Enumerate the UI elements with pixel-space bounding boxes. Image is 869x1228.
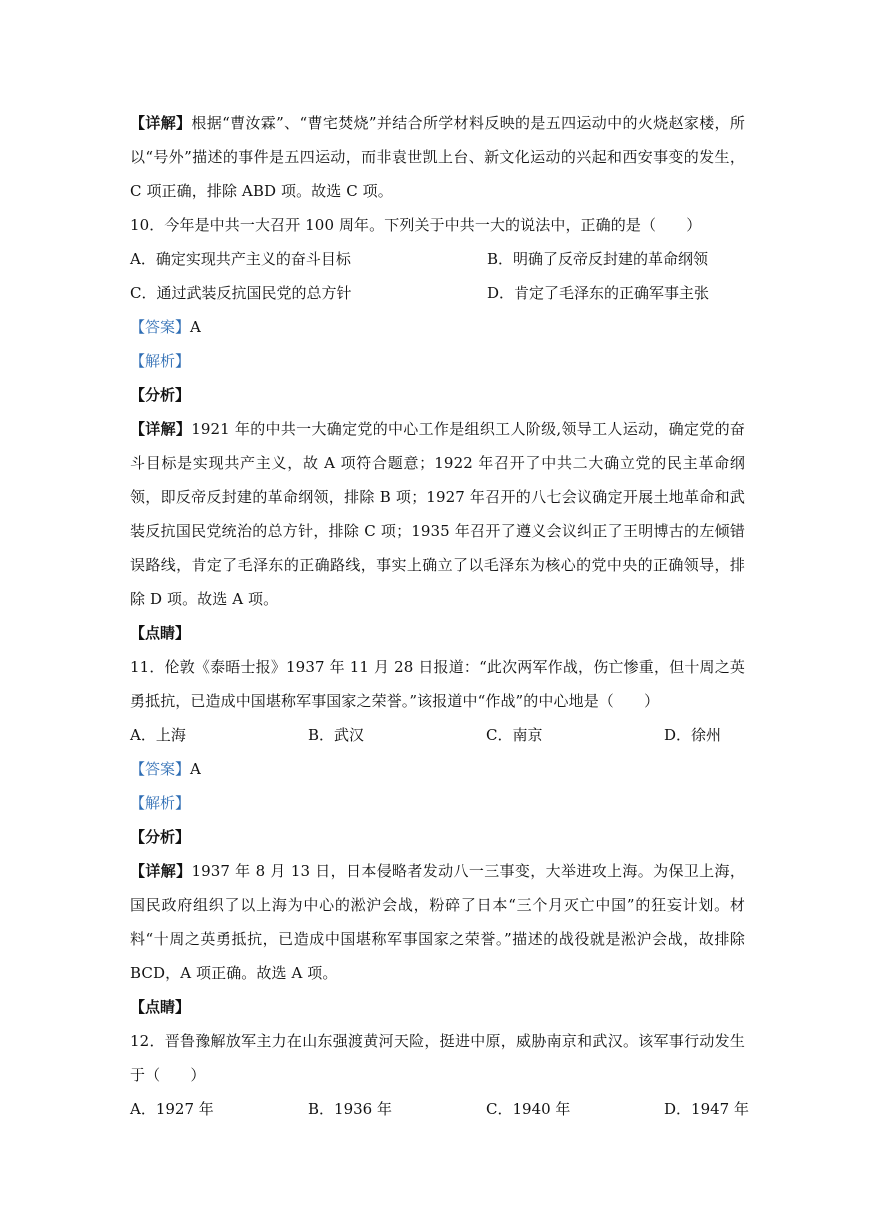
q11-detail xyxy=(130,854,745,990)
q11-option-a: A．上海 xyxy=(130,726,186,744)
q12-options-row xyxy=(130,1092,749,1126)
q10-stem: 10．今年是中共一大召开 100 周年。下列关于中共一大的说法中，正确的是（ ） xyxy=(130,216,702,234)
q11-option-c: C．南京 xyxy=(486,726,543,744)
answer-value: A xyxy=(190,318,201,336)
q12-option-a: A．1927 年 xyxy=(130,1100,214,1118)
answer-value: A xyxy=(190,760,201,778)
q10-option-a: A．确定实现共产主义的奋斗目标 xyxy=(130,250,351,268)
answer-tag: 【答案】 xyxy=(130,760,191,778)
answer-tag: 【答案】 xyxy=(130,318,191,336)
detail-text: 1921 年的中共一大确定党的中心工作是组织工人阶级,领导工人运动，确定党的奋斗目标是实现共产主义，故 A 项符合题意；1922 年召开了中共二大确立党的民主革命纲领，即反帝反封建的革命纲领，排除 B 项；1927 年召开的八七会议确定开展土地革命和武装反抗国民党统治的总方针，排除 C 项；1935 年召开了遵义会议纠正了王明博古的左倾错误路线，肯定了毛泽东的正确路线，事实上确立了以毛泽东为核心的党中央的正确领导，排除 D 项。故选 A 项。 xyxy=(130,420,745,608)
q10-answer xyxy=(130,310,745,344)
q11-options-row xyxy=(130,718,745,752)
q9-detail xyxy=(130,106,745,208)
document-page xyxy=(130,106,749,1126)
q10-options-row-2 xyxy=(130,276,745,310)
q11-option-d: D．徐州 xyxy=(664,726,722,744)
q10-options-row-1 xyxy=(130,242,745,276)
q12-option-c: C．1940 年 xyxy=(486,1100,571,1118)
q11-fenxi-tag: 【分析】 xyxy=(130,828,191,846)
q12-option-b: B．1936 年 xyxy=(308,1100,392,1118)
q10-option-b: B．明确了反帝反封建的革命纲领 xyxy=(487,250,709,268)
q11-dianjing-tag: 【点睛】 xyxy=(130,998,191,1016)
detail-text: 根据“曹汝霖”、“曹宅焚烧”并结合所学材料反映的是五四运动中的火烧赵家楼，所以“号外”描述的事件是五四运动，而非袁世凯上台、新文化运动的兴起和西安事变的发生，C 项正确，排除 ABD 项。故选 C 项。 xyxy=(130,114,745,200)
q12-stem: 12．晋鲁豫解放军主力在山东强渡黄河天险，挺进中原，威胁南京和武汉。该军事行动发生于（ ） xyxy=(130,1032,745,1084)
q10-dianjing-tag: 【点睛】 xyxy=(130,624,191,642)
q10-detail xyxy=(130,412,745,616)
detail-text: 1937 年 8 月 13 日，日本侵略者发动八一三事变，大举进攻上海。为保卫上海，国民政府组织了以上海为中心的淞沪会战，粉碎了日本“三个月灭亡中国”的狂妄计划。材料“十周之英勇抵抗，已造成中国堪称军事国家之荣誉。”描述的战役就是淞沪会战，故排除 BCD，A 项正确。故选 A 项。 xyxy=(130,862,745,982)
q11-answer xyxy=(130,752,745,786)
detail-tag: 【详解】 xyxy=(130,862,192,880)
q10-option-c: C．通过武装反抗国民党的总方针 xyxy=(130,284,352,302)
q11-option-b: B．武汉 xyxy=(308,726,365,744)
q12-option-d: D．1947 年 xyxy=(664,1100,749,1118)
detail-tag: 【详解】 xyxy=(130,114,192,132)
q11-analysis-tag: 【解析】 xyxy=(130,794,191,812)
q10-analysis-tag: 【解析】 xyxy=(130,352,191,370)
q10-option-d: D．肯定了毛泽东的正确军事主张 xyxy=(487,284,710,302)
detail-tag: 【详解】 xyxy=(130,420,192,438)
q10-fenxi-tag: 【分析】 xyxy=(130,386,191,404)
q11-stem: 11．伦敦《泰晤士报》1937 年 11 月 28 日报道：“此次两军作战，伤亡惨重，但十周之英勇抵抗，已造成中国堪称军事国家之荣誉。”该报道中“作战”的中心地是（ ） xyxy=(130,658,745,710)
